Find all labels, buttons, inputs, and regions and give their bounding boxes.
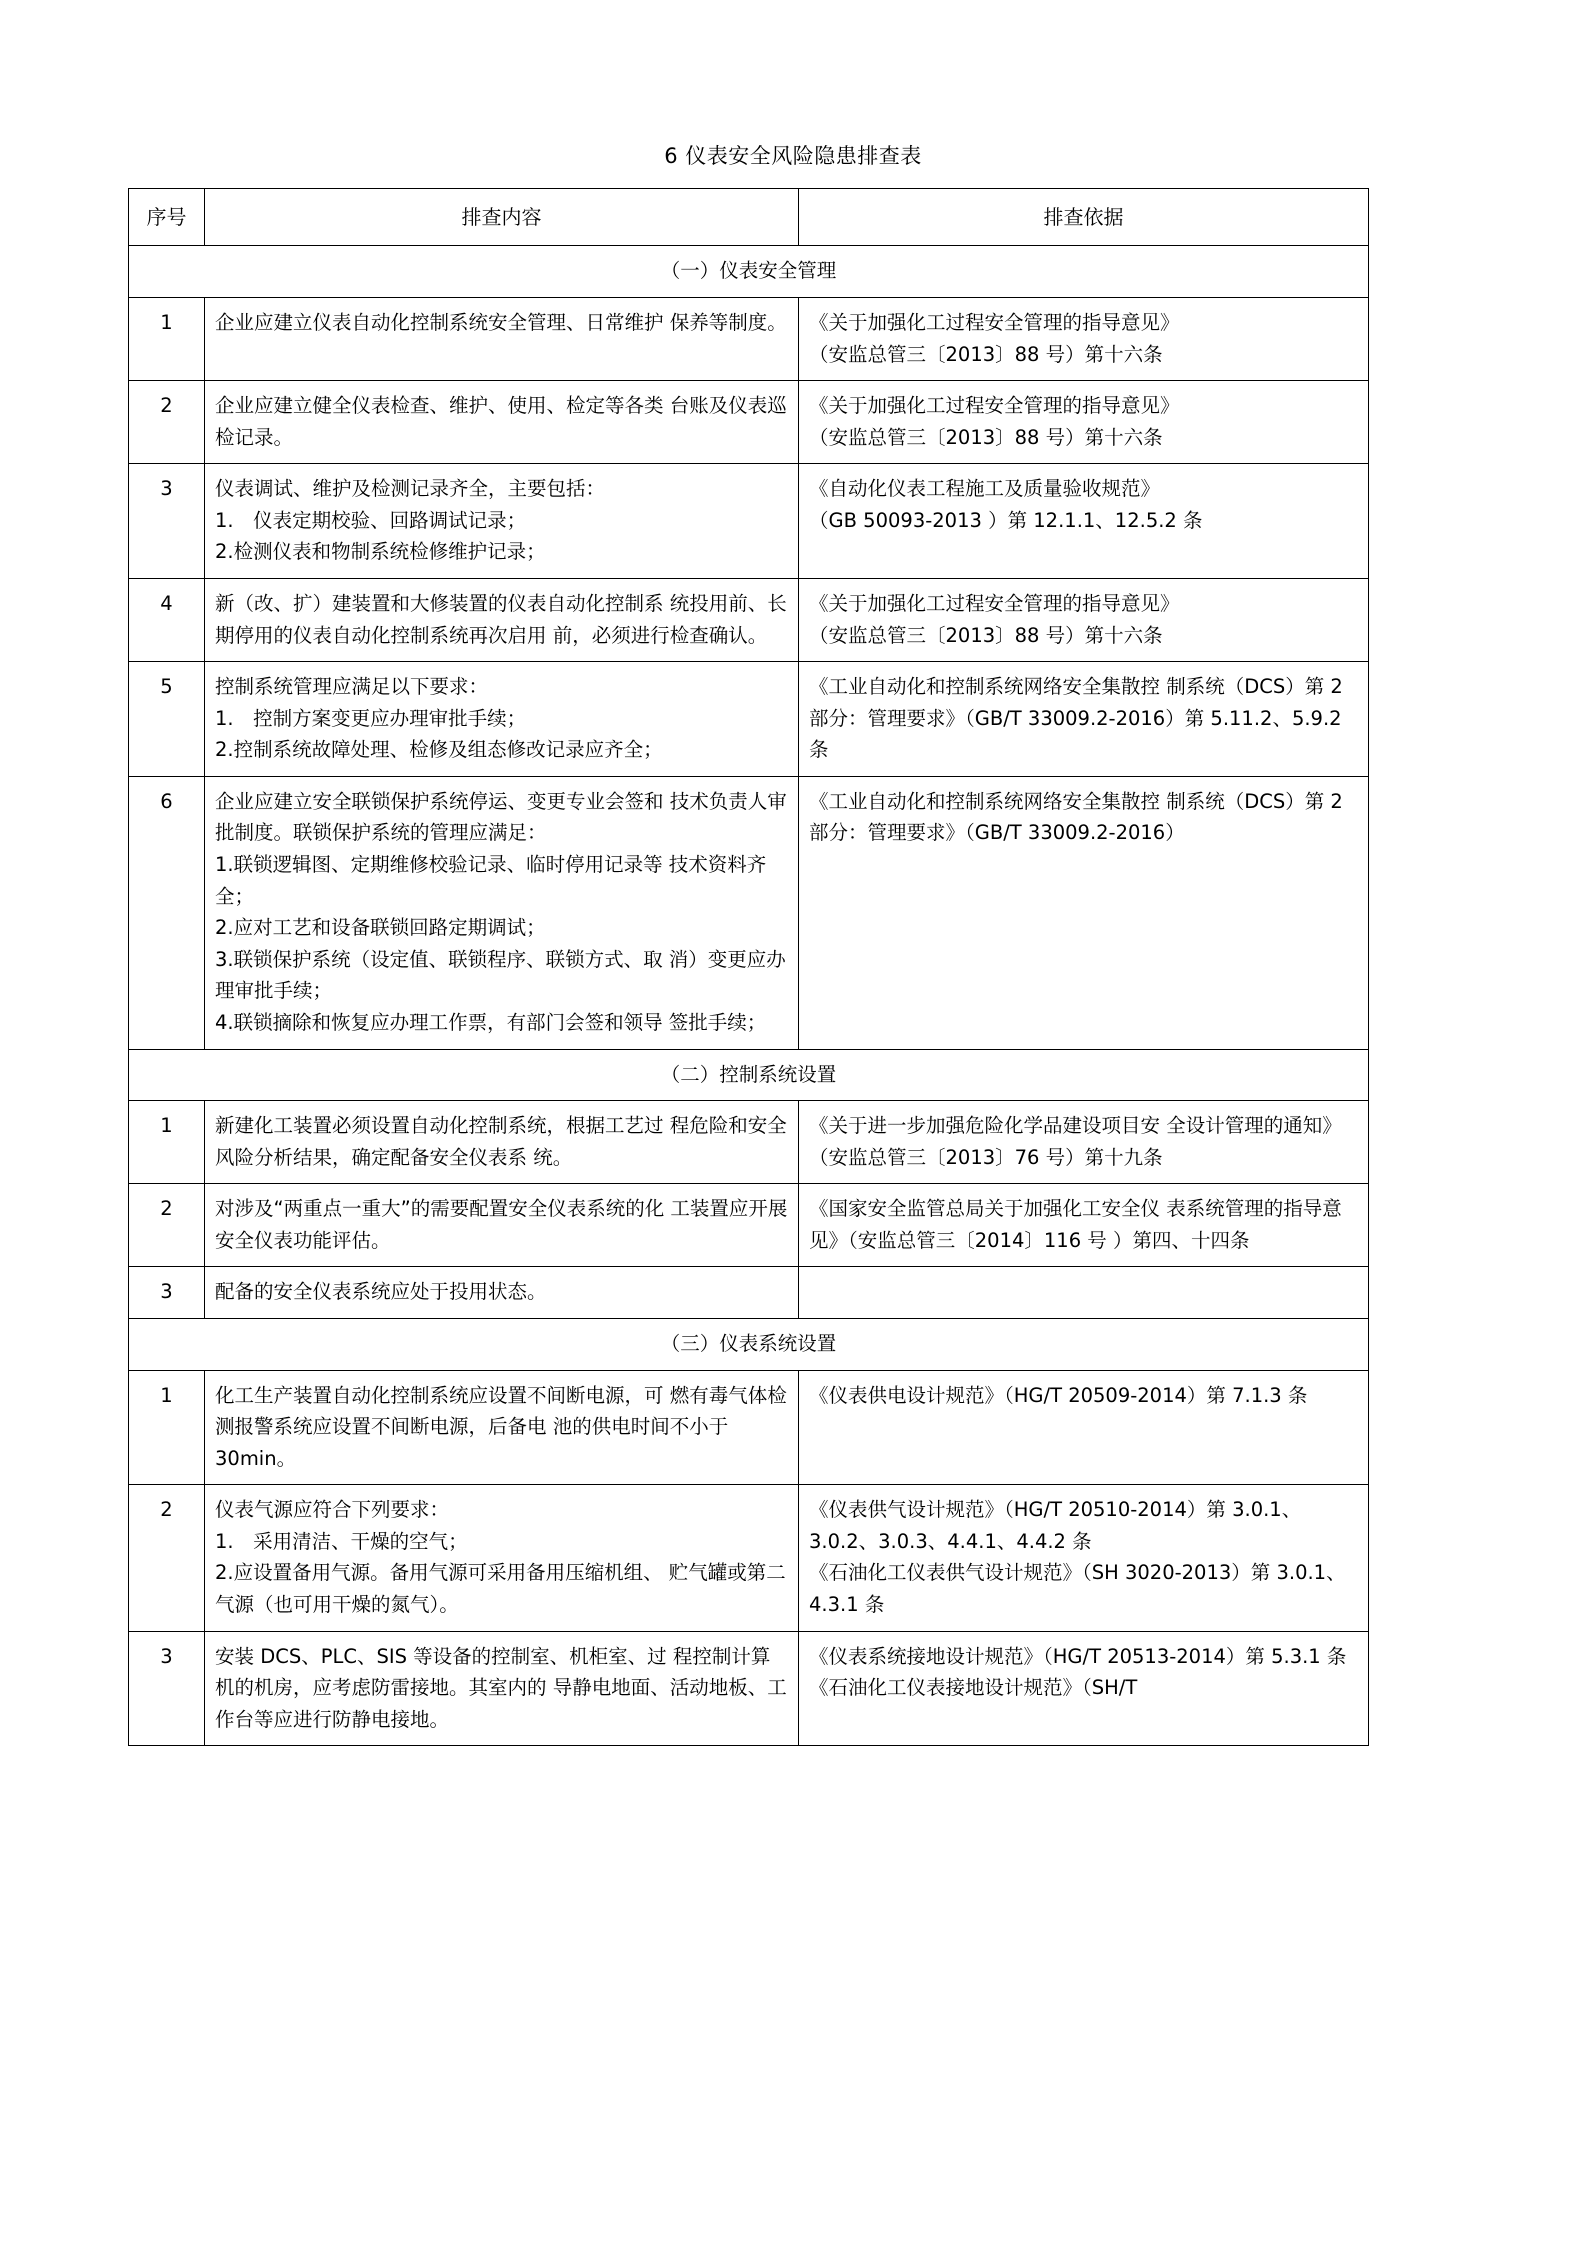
content-line: 1.联锁逻辑图、定期维修校验记录、临时停用记录等 技术资料齐全；	[215, 853, 767, 908]
row-number: 1	[129, 1370, 205, 1485]
content-line: 4.联锁摘除和恢复应办理工作票，有部门会签和领导 签批手续；	[215, 1010, 767, 1034]
column-header-number: 序号	[129, 189, 205, 246]
basis-line: 《石油化工仪表供气设计规范》（SH 3020-2013）第 3.0.1、4.3.1 条	[809, 1561, 1346, 1617]
row-inspection-content	[205, 381, 799, 464]
column-header-basis: 排查依据	[799, 189, 1369, 246]
inspection-checklist-table	[128, 188, 1369, 1746]
row-inspection-basis	[799, 776, 1369, 1049]
basis-line: 《工业自动化和控制系统网络安全集散控 制系统（DCS）第 2 部分：管理要求》（GB/T 33009.2-2016）	[809, 789, 1343, 845]
content-line: 化工生产装置自动化控制系统应设置不间断电源，可 燃有毒气体检测报警系统应设置不间断电源，后备电 池的供电时间不小于 30min。	[215, 1383, 787, 1470]
section-heading: （三）仪表系统设置	[129, 1319, 1369, 1371]
content-line: 配备的安全仪表系统应处于投用状态。	[215, 1280, 547, 1304]
section-heading-row	[129, 246, 1369, 298]
content-line: 新建化工装置必须设置自动化控制系统，根据工艺过 程危险和安全风险分析结果，确定配备安全仪表系 统。	[215, 1114, 787, 1169]
basis-line: （GB 50093-2013 ）第 12.1.1、12.5.2 条	[809, 508, 1203, 532]
content-line: 3.联锁保护系统（设定值、联锁程序、联锁方式、取 消）变更应办理审批手续；	[215, 947, 786, 1003]
row-number: 5	[129, 662, 205, 777]
table-header	[129, 189, 1369, 246]
basis-line: 《仪表系统接地设计规范》（HG/T 20513-2014）第 5.3.1 条	[809, 1644, 1347, 1668]
content-line: 企业应建立健全仪表检查、维护、使用、检定等各类 台账及仪表巡检记录。	[215, 394, 787, 449]
section-heading: （二）控制系统设置	[129, 1049, 1369, 1101]
table-row	[129, 464, 1369, 579]
row-number: 2	[129, 1184, 205, 1267]
row-inspection-content	[205, 662, 799, 777]
content-line: 1. 控制方案变更应办理审批手续；	[215, 706, 527, 730]
row-inspection-basis	[799, 1267, 1369, 1319]
page-title: 6 仪表安全风险隐患排查表	[664, 144, 922, 168]
row-inspection-basis	[799, 1485, 1369, 1631]
row-inspection-basis	[799, 381, 1369, 464]
row-inspection-basis	[799, 579, 1369, 662]
row-number: 3	[129, 464, 205, 579]
row-number: 2	[129, 1485, 205, 1631]
content-line: 2.应设置备用气源。备用气源可采用备用压缩机组、 贮气罐或第二气源（也可用干燥的氮气）。	[215, 1561, 786, 1617]
row-number: 3	[129, 1631, 205, 1746]
basis-line: 《仪表供电设计规范》（HG/T 20509-2014）第 7.1.3 条	[809, 1383, 1308, 1407]
content-line: 2.检测仪表和物制系统检修维护记录；	[215, 540, 546, 564]
basis-line: 《关于加强化工过程安全管理的指导意见》	[809, 592, 1180, 616]
basis-line: 《关于进一步加强危险化学品建设项目安 全设计管理的通知》（安监总管三〔2013〕76 号）第十九条	[809, 1114, 1342, 1169]
content-line: 新（改、扩）建装置和大修装置的仪表自动化控制系 统投用前、长期停用的仪表自动化控制系统再次启用 前，必须进行检查确认。	[215, 592, 787, 647]
basis-line: 《仪表供气设计规范》（HG/T 20510-2014）第 3.0.1、3.0.2、3.0.3、4.4.1、4.4.2 条	[809, 1498, 1302, 1553]
row-number: 4	[129, 579, 205, 662]
table-row	[129, 1101, 1369, 1184]
table-row	[129, 297, 1369, 380]
basis-line: 《自动化仪表工程施工及质量验收规范》	[809, 477, 1161, 501]
table-row	[129, 1184, 1369, 1267]
content-line: 企业应建立仪表自动化控制系统安全管理、日常维护 保养等制度。	[215, 310, 787, 334]
row-inspection-content	[205, 1370, 799, 1485]
table-row	[129, 1370, 1369, 1485]
content-line: 1. 仪表定期校验、回路调试记录；	[215, 508, 527, 532]
row-inspection-basis	[799, 297, 1369, 380]
row-inspection-basis	[799, 1101, 1369, 1184]
row-inspection-content	[205, 1184, 799, 1267]
row-inspection-content	[205, 297, 799, 380]
basis-line: 《国家安全监管总局关于加强化工安全仪 表系统管理的指导意见》（安监总管三〔2014〕116 号 ）第四、十四条	[809, 1197, 1342, 1252]
content-line: 企业应建立安全联锁保护系统停运、变更专业会签和 技术负责人审批制度。联锁保护系统的管理应满足：	[215, 789, 787, 845]
row-inspection-content	[205, 1631, 799, 1746]
table-row	[129, 1631, 1369, 1746]
table-row	[129, 1267, 1369, 1319]
row-inspection-content	[205, 464, 799, 579]
basis-line: （安监总管三〔2013〕88 号）第十六条	[809, 623, 1163, 647]
section-heading-row	[129, 1049, 1369, 1101]
content-line: 安装 DCS、PLC、SIS 等设备的控制室、机柜室、过 程控制计算机的机房，应考虑防雷接地。其室内的 导静电地面、活动地板、工作台等应进行防静电接地。	[215, 1644, 787, 1731]
content-line: 2.应对工艺和设备联锁回路定期调试；	[215, 916, 546, 940]
row-number: 2	[129, 381, 205, 464]
basis-line: （安监总管三〔2013〕88 号）第十六条	[809, 342, 1163, 366]
table-header-row	[129, 189, 1369, 246]
row-inspection-basis	[799, 662, 1369, 777]
table-row	[129, 776, 1369, 1049]
row-number: 6	[129, 776, 205, 1049]
row-number: 1	[129, 297, 205, 380]
row-number: 3	[129, 1267, 205, 1319]
section-heading: （一）仪表安全管理	[129, 246, 1369, 298]
section-heading-row	[129, 1319, 1369, 1371]
basis-line: 《关于加强化工过程安全管理的指导意见》	[809, 394, 1180, 418]
table-row	[129, 662, 1369, 777]
table-body	[129, 246, 1369, 1746]
row-inspection-basis	[799, 464, 1369, 579]
content-line: 2.控制系统故障处理、检修及组态修改记录应齐全；	[215, 738, 663, 762]
row-inspection-content	[205, 1267, 799, 1319]
basis-line: （安监总管三〔2013〕88 号）第十六条	[809, 425, 1163, 449]
table-row	[129, 381, 1369, 464]
row-inspection-content	[205, 579, 799, 662]
basis-line: 《关于加强化工过程安全管理的指导意见》	[809, 310, 1180, 334]
basis-line: 《工业自动化和控制系统网络安全集散控 制系统（DCS）第 2 部分：管理要求》（GB/T 33009.2-2016）第 5.11.2、5.9.2 条	[809, 675, 1343, 762]
content-line: 1. 采用清洁、干燥的空气；	[215, 1529, 468, 1553]
content-line: 仪表气源应符合下列要求：	[215, 1498, 450, 1522]
row-number: 1	[129, 1101, 205, 1184]
column-header-content: 排查内容	[205, 189, 799, 246]
row-inspection-basis	[799, 1184, 1369, 1267]
content-line: 仪表调试、维护及检测记录齐全，主要包括：	[215, 477, 606, 501]
row-inspection-basis	[799, 1631, 1369, 1746]
content-line: 对涉及“两重点一重大”的需要配置安全仪表系统的化 工装置应开展安全仪表功能评估。	[215, 1197, 788, 1252]
row-inspection-content	[205, 776, 799, 1049]
basis-line: 《石油化工仪表接地设计规范》（SH/T	[809, 1676, 1138, 1700]
content-line: 控制系统管理应满足以下要求：	[215, 675, 489, 699]
row-inspection-content	[205, 1101, 799, 1184]
table-row	[129, 1485, 1369, 1631]
row-inspection-content	[205, 1485, 799, 1631]
row-inspection-basis	[799, 1370, 1369, 1485]
table-row	[129, 579, 1369, 662]
